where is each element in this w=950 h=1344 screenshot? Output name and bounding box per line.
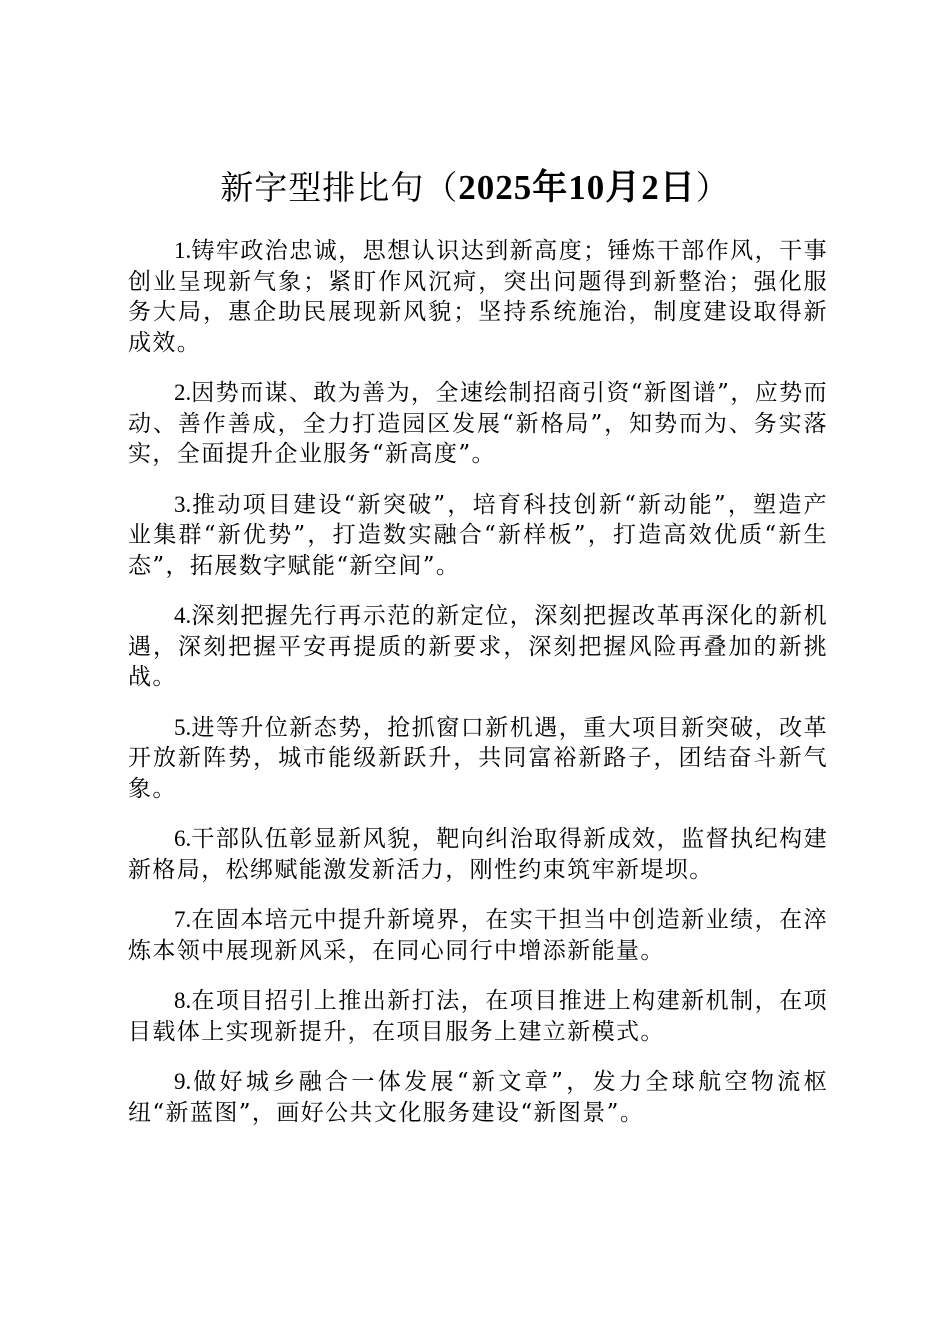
paragraph-number: 8. [174,988,192,1013]
paragraph-number: 4. [174,603,192,628]
paragraph-text: 进等升位新态势，抢抓窗口新机遇，重大项目新突破，改革开放新阵势，城市能级新跃升，共同富裕新路子，团结奋斗新气象。 [128,714,828,802]
paragraph-number: 3. [174,491,192,517]
paragraph-text: 推动项目建设“新突破”，培育科技创新“新动能”，塑造产业集群“新优势”，打造数实融合“新样板”，打造高效优质“新生态”，拓展数字赋能“新空间”。 [128,491,828,579]
paragraph-9 [128,1067,828,1128]
paragraph-5 [128,713,828,805]
document-body [128,236,828,1148]
paragraph-4 [128,601,828,693]
paragraph-text: 因势而谋、敢为善为，全速绘制招商引资“新图谱”，应势而动、善作善成，全力打造园区发展“新格局”，知势而为、务实落实，全面提升企业服务“新高度”。 [128,380,828,467]
paragraph-number: 2. [174,380,192,405]
document-title [0,166,950,210]
paragraph-text: 做好城乡融合一体发展“新文章”，发力全球航空物流枢纽“新蓝图”，画好公共文化服务建设“新图景”。 [128,1069,828,1126]
paragraph-1 [128,236,828,358]
paragraph-text: 干部队伍彰显新风貌，靶向纠治取得新成效，监督执纪构建新格局，松绑赋能激发新活力，刚性约束筑牢新堤坝。 [128,826,828,883]
paragraph-2 [128,378,828,470]
title-date: 2025年10月2日 [458,168,696,207]
title-main: 新字型排比句（ [220,168,459,207]
paragraph-text: 在项目招引上推出新打法，在项目推进上构建新机制，在项目载体上实现新提升，在项目服务上建立新模式。 [128,988,828,1045]
paragraph-7 [128,905,828,966]
paragraph-number: 7. [174,907,192,932]
paragraph-text: 深刻把握先行再示范的新定位，深刻把握改革再深化的新机遇，深刻把握平安再提质的新要求，深刻把握风险再叠加的新挑战。 [128,603,828,690]
paragraph-text: 铸牢政治忠诚，思想认识达到新高度；锤炼干部作风，干事创业呈现新气象；紧盯作风沉疴，突出问题得到新整治；强化服务大局，惠企助民展现新风貌；坚持系统施治，制度建设取得新成效。 [128,238,828,356]
paragraph-number: 6. [174,826,192,851]
paragraph-3 [128,490,828,582]
paragraph-number: 9. [174,1069,192,1094]
paragraph-8 [128,986,828,1047]
title-close: ） [695,168,730,207]
paragraph-text: 在固本培元中提升新境界，在实干担当中创造新业绩，在淬炼本领中展现新风采，在同心同行中增添新能量。 [128,907,828,964]
paragraph-6 [128,824,828,885]
paragraph-number: 5. [174,714,192,740]
paragraph-number: 1. [174,238,192,263]
